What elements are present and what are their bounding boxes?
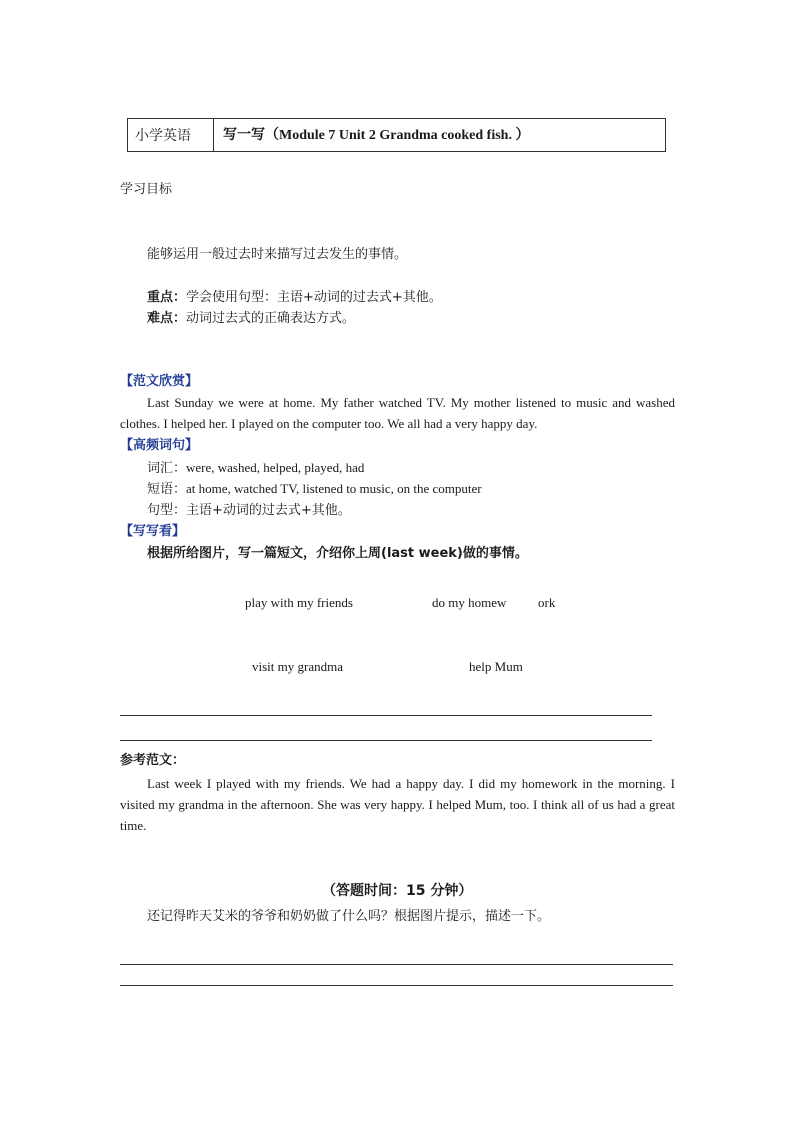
phrases-text: at home, watched TV, listened to music, on the computer xyxy=(186,481,482,496)
exercise-question: 还记得昨天艾米的爷爷和奶奶做了什么吗？根据图片提示，描述一下。 xyxy=(147,909,551,924)
task-instruction: 根据所给图片，写一篇短文，介绍你上周(last week)做的事情。 xyxy=(147,546,528,561)
answer-line-1[interactable] xyxy=(120,715,652,716)
vocab-phrases xyxy=(147,478,482,497)
objective-text: 能够运用一般过去时来描写过去发生的事情。 xyxy=(147,247,408,262)
answer-line-2[interactable] xyxy=(120,740,652,741)
lesson-title: 写一写（Module 7 Unit 2 Grandma cooked fish. ） xyxy=(223,128,530,143)
words-label: 词汇： xyxy=(147,461,187,476)
key-label: 重点： xyxy=(147,290,187,305)
difficulty-point xyxy=(147,307,355,326)
exercise-line-2[interactable] xyxy=(120,985,673,986)
sentence-label: 句型： xyxy=(147,503,187,518)
cue-play-with-friends: play with my friends xyxy=(245,595,353,610)
cue-do-homework-b: ork xyxy=(538,595,556,610)
exercise-line-1[interactable] xyxy=(120,964,673,965)
vocab-words xyxy=(147,457,364,476)
model-heading: 【范文欣赏】 xyxy=(120,374,199,389)
vocab-sentence xyxy=(147,499,351,518)
header-table xyxy=(127,118,666,152)
cue-visit-grandma: visit my grandma xyxy=(252,659,343,674)
vocab-heading: 【高频词句】 xyxy=(120,438,199,453)
time-note: （答题时间：15 分钟） xyxy=(322,883,473,899)
subject-cell: 小学英语 xyxy=(128,119,214,151)
task-heading: 【写写看】 xyxy=(120,524,186,539)
model-text: Last Sunday we were at home. My father watched TV. My mother listened to music and washed clothes. I helped her. I played on the computer too. We all had a very happy day. xyxy=(120,395,675,431)
reference-heading: 参考范文： xyxy=(120,753,186,768)
words-text: were, washed, helped, played, had xyxy=(186,460,365,475)
goals-heading: 学习目标 xyxy=(120,182,173,197)
cue-help-mum: help Mum xyxy=(469,659,523,674)
key-point xyxy=(147,286,442,305)
cue-do-homework-a: do my homew xyxy=(432,595,507,610)
difficulty-text: 动词过去式的正确表达方式。 xyxy=(186,311,356,326)
difficulty-label: 难点： xyxy=(147,311,187,326)
sentence-text: 主语+动词的过去式+其他。 xyxy=(186,503,351,518)
phrases-label: 短语： xyxy=(147,482,187,497)
reference-text: Last week I played with my friends. We had a happy day. I did my homework in the morning. I visited my grandma in the afternoon. She was very happy. I helped Mum, too. I think all of us had a great time. xyxy=(120,776,675,833)
key-text: 学会使用句型：主语+动词的过去式+其他。 xyxy=(186,290,442,305)
